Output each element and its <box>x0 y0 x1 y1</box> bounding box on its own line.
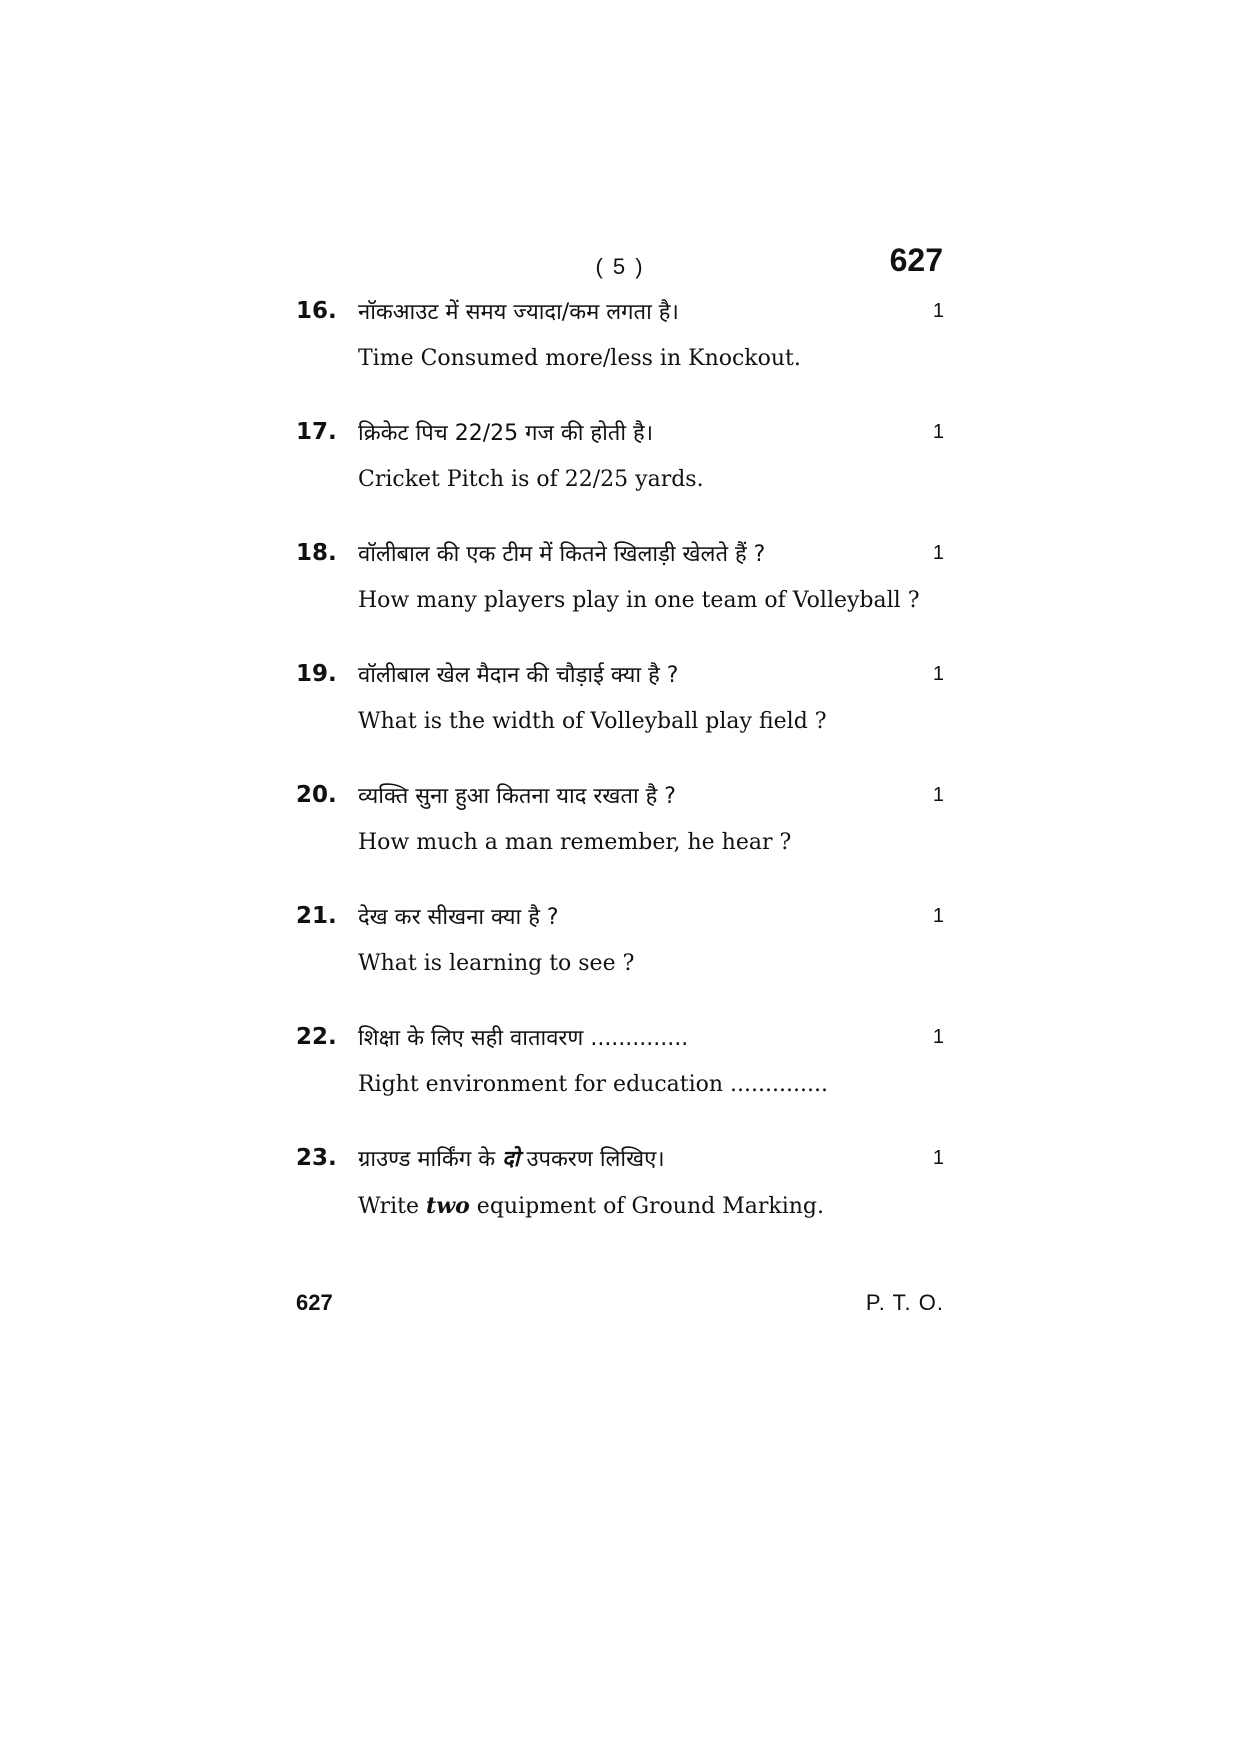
hindi-text-part: उपकरण लिखिए। <box>519 1147 665 1172</box>
question-marks: 1 <box>932 905 944 927</box>
page-number: ( 5 ) <box>595 254 645 279</box>
question-text-hindi: व्यक्ति सुना हुआ कितना याद रखता है ? <box>358 784 676 809</box>
question-text-english: How many players play in one team of Volleyball ? <box>358 588 920 613</box>
question-17 <box>296 417 944 492</box>
question-text-hindi: क्रिकेट पिच 22/25 गज की होती है। <box>358 421 654 446</box>
question-22 <box>296 1022 944 1097</box>
question-text-english: Cricket Pitch is of 22/25 yards. <box>358 467 704 492</box>
question-marks: 1 <box>932 300 944 322</box>
question-number: 23. <box>296 1145 337 1171</box>
question-number: 17. <box>296 419 337 445</box>
question-19 <box>296 659 944 734</box>
question-marks: 1 <box>932 1026 944 1048</box>
question-marks: 1 <box>932 421 944 443</box>
question-number: 19. <box>296 661 337 687</box>
question-text-english: How much a man remember, he hear ? <box>358 830 792 855</box>
question-marks: 1 <box>932 784 944 806</box>
question-21 <box>296 901 944 976</box>
question-18 <box>296 538 944 613</box>
paper-code-header: 627 <box>889 242 943 278</box>
question-marks: 1 <box>932 1147 944 1169</box>
question-16 <box>296 296 944 371</box>
question-number: 18. <box>296 540 337 566</box>
question-number: 21. <box>296 903 337 929</box>
question-number: 22. <box>296 1024 337 1050</box>
paper-code-footer: 627 <box>296 1290 333 1315</box>
question-text-hindi: शिक्षा के लिए सही वातावरण .............. <box>358 1026 689 1051</box>
question-text-hindi: नॉकआउट में समय ज्यादा/कम लगता है। <box>358 300 679 325</box>
pto-label: P. T. O. <box>865 1290 944 1315</box>
question-text-english: What is learning to see ? <box>358 951 635 976</box>
question-text-hindi <box>358 1143 665 1173</box>
hindi-emphasis: दो <box>502 1147 520 1172</box>
english-text-part: equipment of Ground Marking. <box>469 1194 824 1219</box>
question-20 <box>296 780 944 855</box>
question-text-english: What is the width of Volleyball play field ? <box>358 709 827 734</box>
question-text-english: Time Consumed more/less in Knockout. <box>358 346 801 371</box>
question-marks: 1 <box>932 663 944 685</box>
question-marks: 1 <box>932 542 944 564</box>
question-text-english: Right environment for education .............. <box>358 1072 828 1097</box>
english-text-part: Write <box>358 1194 427 1219</box>
question-text-hindi: वॉलीबाल खेल मैदान की चौड़ाई क्या है ? <box>358 663 679 688</box>
question-text-hindi: देख कर सीखना क्या है ? <box>358 905 559 930</box>
question-text-english <box>358 1193 944 1219</box>
question-number: 20. <box>296 782 337 808</box>
question-text-hindi: वॉलीबाल की एक टीम में कितने खिलाड़ी खेलते हैं ? <box>358 542 766 567</box>
english-emphasis: two <box>426 1193 470 1219</box>
hindi-text-part: ग्राउण्ड मार्किंग के <box>358 1147 503 1172</box>
question-number: 16. <box>296 298 337 324</box>
question-23 <box>296 1143 944 1219</box>
